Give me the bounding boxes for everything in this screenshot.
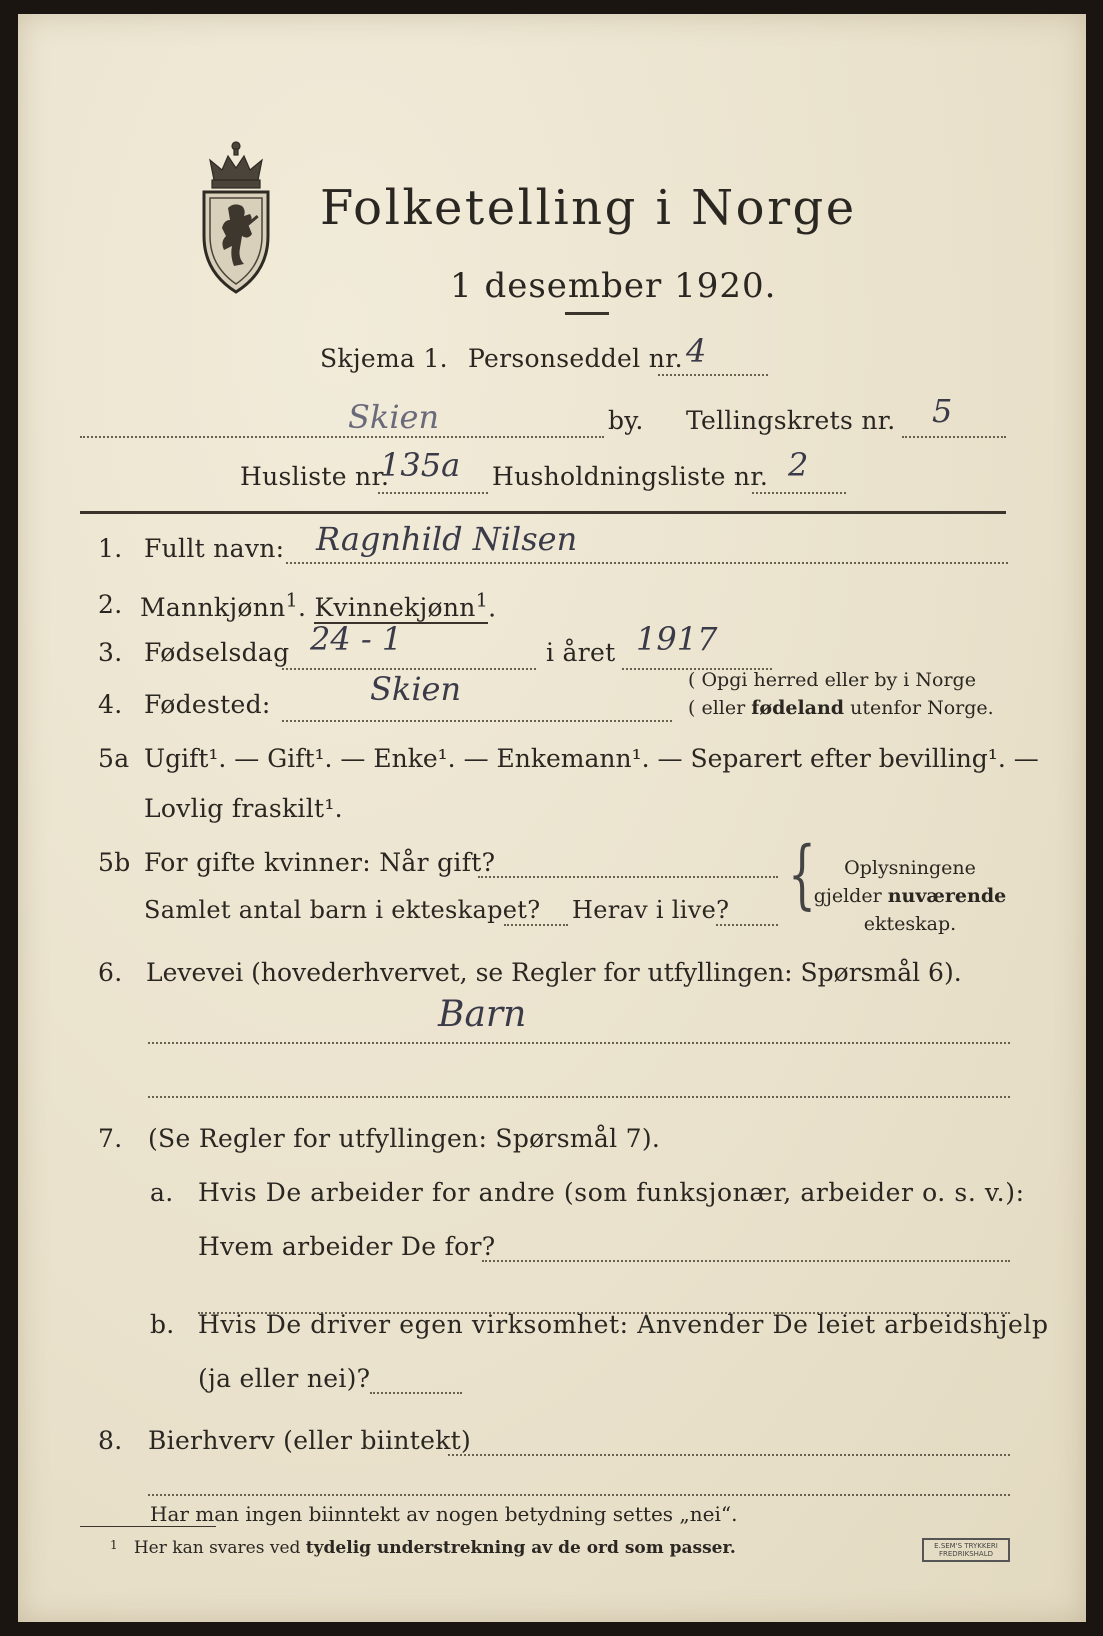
occupation-value[interactable]: Barn — [438, 994, 527, 1035]
q5b-label-children: Samlet antal barn i ekteskapet? — [144, 896, 541, 924]
husholdningsliste-value[interactable]: 2 — [788, 446, 809, 484]
tellingskrets-line — [902, 436, 1006, 438]
q3-number: 3. — [98, 638, 123, 667]
header-separator — [80, 511, 1006, 514]
q4-label: Fødested: — [144, 690, 271, 719]
census-form-page — [18, 14, 1086, 1622]
tellingskrets-value[interactable]: 5 — [932, 392, 953, 430]
skjema-label: Skjema 1. — [320, 344, 448, 373]
marital-status-options-2[interactable]: Lovlig fraskilt¹. — [144, 794, 343, 823]
q8-number: 8. — [98, 1426, 123, 1455]
q8-line-2 — [148, 1494, 1010, 1496]
gender-male-option[interactable]: Mannkjønn$^1$. — [140, 590, 307, 623]
q2-number: 2. — [98, 590, 123, 619]
q3-year-label: i året — [546, 638, 616, 667]
q7-number: 7. — [98, 1124, 123, 1153]
norwegian-coat-of-arms-icon — [194, 136, 278, 296]
birth-place-value[interactable]: Skien — [370, 670, 462, 708]
q7b-line — [370, 1392, 462, 1394]
birth-day-value[interactable]: 24 - 1 — [310, 620, 403, 658]
full-name-value[interactable]: Ragnhild Nilsen — [316, 520, 578, 558]
q5b-alive-line — [716, 924, 778, 926]
footnote: $^1$ Her kan svares ved tydelig understrekning av de ord som passer. — [110, 1538, 736, 1558]
q5b-married-line — [478, 876, 778, 878]
by-label: by. — [608, 406, 644, 435]
q6-number: 6. — [98, 958, 123, 987]
q6-label: Levevei (hovederhvervet, se Regler for utfyllingen: Spørsmål 6). — [146, 958, 962, 987]
q7a-letter: a. — [150, 1178, 174, 1207]
q5b-note: Oplysningene gjelder nuværende ekteskap. — [813, 857, 1007, 935]
q7-label: (Se Regler for utfyllingen: Spørsmål 7). — [148, 1124, 661, 1153]
husliste-line — [378, 492, 488, 494]
marital-status-options[interactable]: Ugift¹. — Gift¹. — Enke¹. — Enkemann¹. — Separert efter bevilling¹. — — [144, 744, 1039, 773]
q7a-line-1 — [482, 1260, 1010, 1262]
q3-label: Fødselsdag — [144, 638, 290, 667]
q7b-line1: Hvis De driver egen virksomhet: Anvender De leiet arbeidshjelp — [198, 1310, 1049, 1339]
form-title: Folketelling i Norge — [320, 180, 857, 236]
census-date: 1 desember 1920. — [450, 266, 777, 306]
q5b-brace: { — [788, 832, 816, 919]
printer-stamp: E.SEM'S TRYKKERI FREDRIKSHALD — [922, 1538, 1010, 1562]
q1-label: Fullt navn: — [144, 534, 285, 563]
birth-year-value[interactable]: 1917 — [636, 620, 718, 658]
q8-label: Bierhverv (eller biintekt) — [148, 1426, 472, 1455]
by-value[interactable]: Skien — [348, 398, 440, 436]
q2-options: Mannkjønn$^1$. Kvinnekjønn$^1$. — [140, 590, 497, 623]
q1-number: 1. — [98, 534, 123, 563]
q7b-letter: b. — [150, 1310, 175, 1339]
q1-line — [286, 562, 1008, 564]
personseddel-value[interactable]: 4 — [686, 332, 707, 370]
personseddel-line — [658, 374, 768, 376]
q7b-line2: (ja eller nei)? — [198, 1364, 371, 1393]
q5b-children-line — [504, 924, 568, 926]
q6-line-2 — [148, 1096, 1010, 1098]
husholdningsliste-label: Husholdningsliste nr. — [492, 462, 769, 491]
husliste-value[interactable]: 135a — [380, 446, 461, 484]
footer-note: Har man ingen biinntekt av nogen betydning settes „nei“. — [150, 1502, 738, 1526]
husliste-label: Husliste nr. — [240, 462, 390, 491]
q5a-number: 5a — [98, 744, 130, 773]
by-line — [80, 436, 604, 438]
q7a-line1: Hvis De arbeider for andre (som funksjonær, arbeider o. s. v.): — [198, 1178, 1025, 1207]
footnote-rule — [80, 1526, 216, 1527]
title-divider — [565, 312, 609, 315]
q6-line-1 — [148, 1042, 1010, 1044]
personseddel-label: Personseddel nr. — [468, 344, 683, 373]
q5b-number: 5b — [98, 848, 131, 877]
q5b-label-alive: Herav i live? — [572, 896, 730, 924]
husholdningsliste-line — [752, 492, 846, 494]
q5b-label-married: For gifte kvinner: Når gift? — [144, 848, 496, 877]
q4-line — [282, 720, 672, 722]
tellingskrets-label: Tellingskrets nr. — [686, 406, 896, 435]
q4-number: 4. — [98, 690, 123, 719]
q4-note: ( Opgi herred eller by i Norge ( eller fødeland utenfor Norge. — [688, 669, 994, 719]
q8-line-1 — [448, 1454, 1010, 1456]
gender-female-option[interactable]: Kvinnekjønn$^1$ — [314, 590, 489, 623]
q7a-line2: Hvem arbeider De for? — [198, 1232, 496, 1261]
